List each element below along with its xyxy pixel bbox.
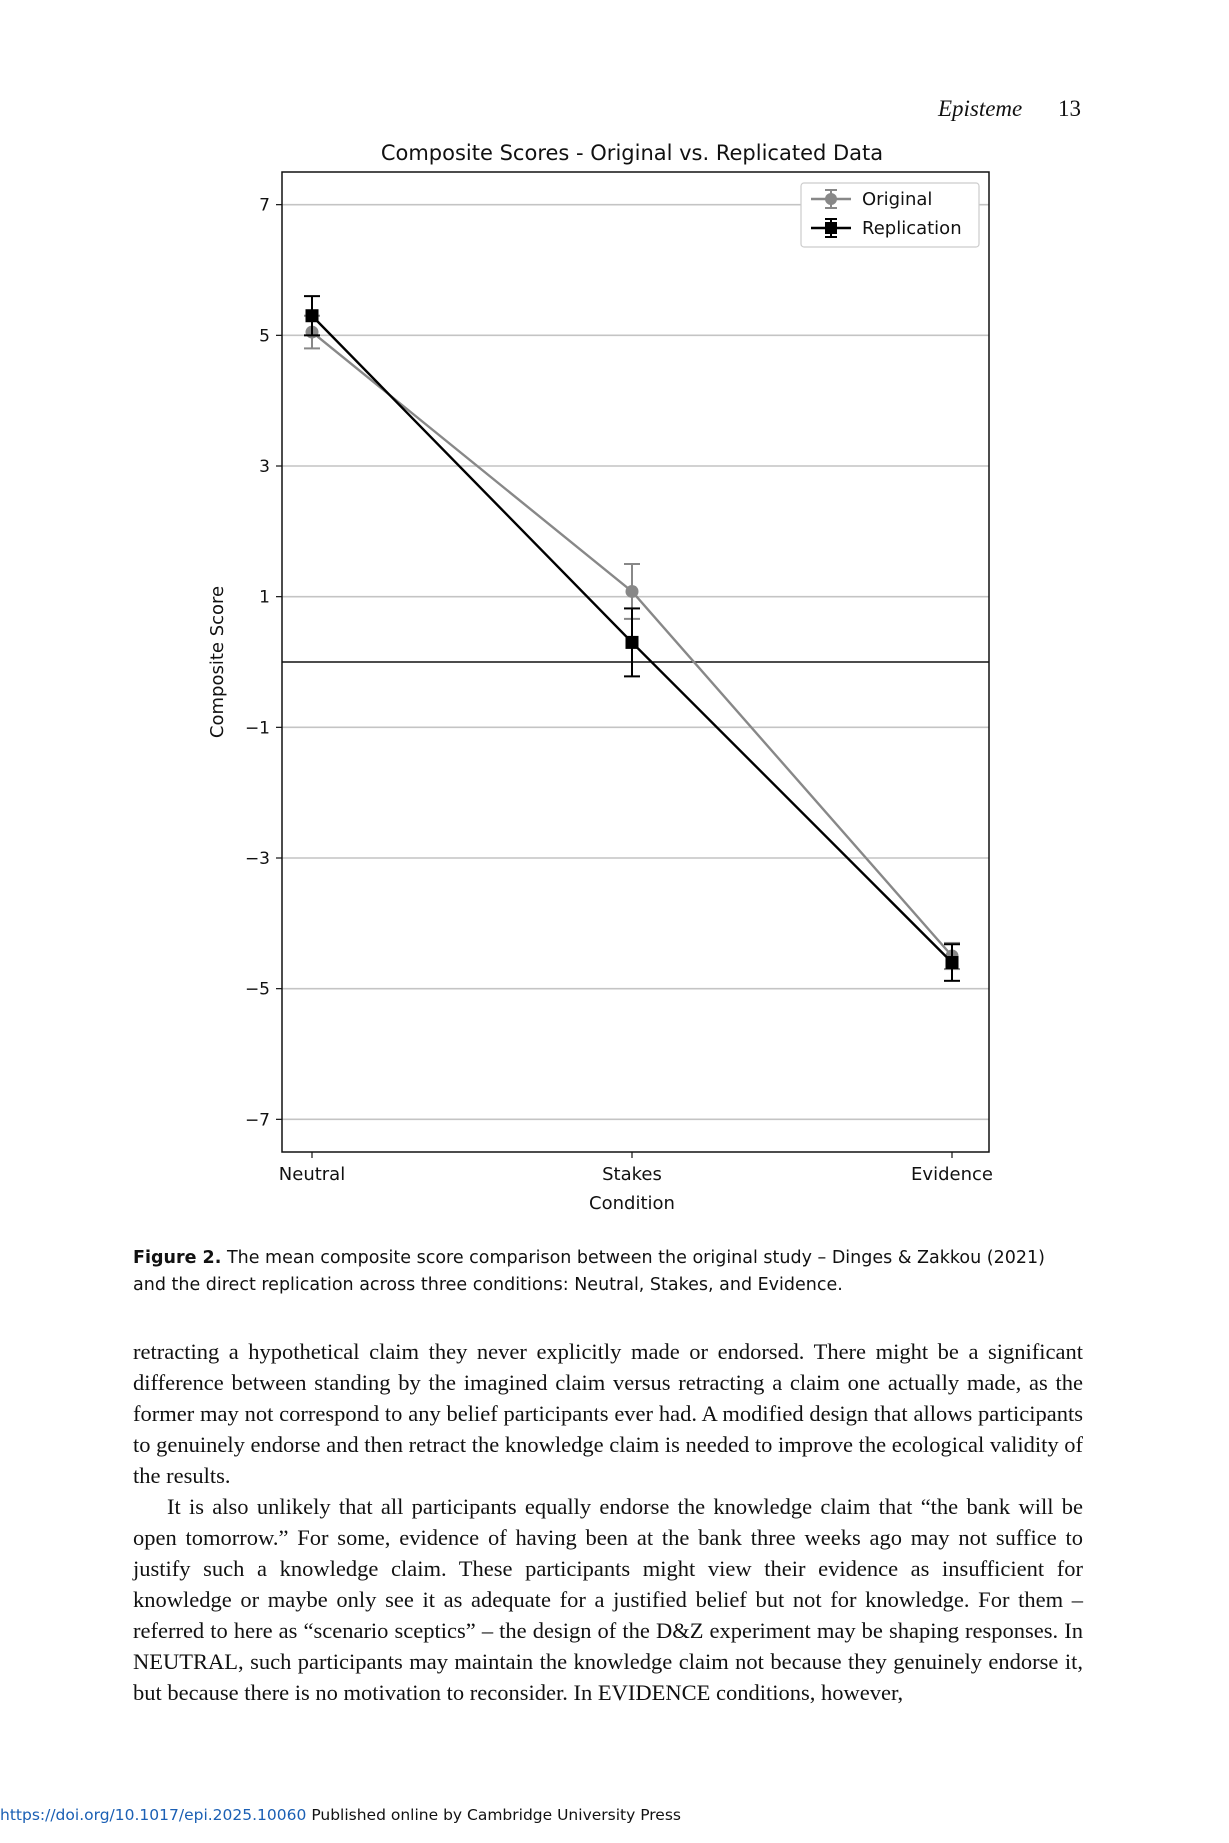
- body-paragraph-2: It is also unlikely that all participants equally endorse the knowledge claim that “the bank will be open tomorrow.” For some, evidence of having been at the bank three weeks ago may not suffice to justify such a knowledge claim. These participants might view their evidence as insufficient for knowledge or maybe only see it as adequate for a justified belief but not for knowledge. For them – referred to here as “scenario sceptics” – the design of the D&Z experiment may be shaping responses. In NEUTRAL, such participants may maintain the knowledge claim not because they genuinely endorse it, but because there is no motivation to reconsider. In EVIDENCE conditions, however,: [133, 1494, 1083, 1705]
- original-legend-marker: [825, 193, 837, 205]
- y-tick-label: −1: [244, 718, 270, 739]
- journal-name: Episteme: [937, 96, 1023, 121]
- x-tick-label: Stakes: [602, 1164, 662, 1185]
- y-tick-label: 1: [259, 587, 270, 608]
- y-tick-label: −5: [244, 979, 270, 1000]
- body-text: [133, 1336, 1083, 1708]
- replication-data-point: [306, 309, 319, 322]
- replication-data-point: [946, 956, 959, 969]
- figure-label: Figure 2.: [133, 1248, 222, 1268]
- replication-legend-label: Replication: [862, 218, 962, 239]
- axis-layer: [245, 196, 993, 1185]
- chart-legend: [801, 183, 979, 247]
- y-tick-label: 3: [259, 457, 270, 477]
- x-tick-label: Evidence: [911, 1164, 993, 1185]
- figure-caption: [133, 1245, 1083, 1299]
- page-number: 13: [1058, 96, 1081, 121]
- x-tick-label: Neutral: [278, 1164, 346, 1185]
- x-axis-label: Condition: [589, 1193, 675, 1214]
- body-paragraph-1: retracting a hypothetical claim they never explicitly made or endorsed. There might be a significant difference between standing by the imagined claim versus retracting a claim one actually made, as the former may not correspond to any belief participants ever had. A modified design that allows participants to genuinely endorse and then retract the knowledge claim is needed to improve the ecological validity of the results.: [133, 1339, 1083, 1488]
- figure-caption-text: The mean composite score comparison between the original study – Dinges & Zakkou (2021) and the direct replication across three conditions: Neutral, Stakes, and Evidence.: [133, 1248, 1045, 1295]
- published-note: Published online by Cambridge University Press: [311, 1806, 681, 1824]
- chart-title: Composite Scores - Original vs. Replicated Data: [380, 141, 884, 165]
- replication-data-point: [626, 636, 639, 649]
- original-legend-label: Original: [862, 189, 933, 210]
- replication-legend-marker: [825, 222, 837, 234]
- y-tick-label: −3: [244, 849, 270, 869]
- grid-lines: [282, 205, 989, 1120]
- series-layer: [304, 296, 960, 981]
- y-tick-label: 7: [259, 195, 270, 216]
- y-tick-label: 5: [259, 326, 270, 347]
- page-footer: [0, 1806, 681, 1824]
- y-axis-label: Composite Score: [207, 585, 228, 739]
- doi-link[interactable]: https://doi.org/10.1017/epi.2025.10060: [0, 1806, 307, 1824]
- y-tick-label: −7: [244, 1110, 270, 1131]
- original-data-point: [626, 585, 639, 598]
